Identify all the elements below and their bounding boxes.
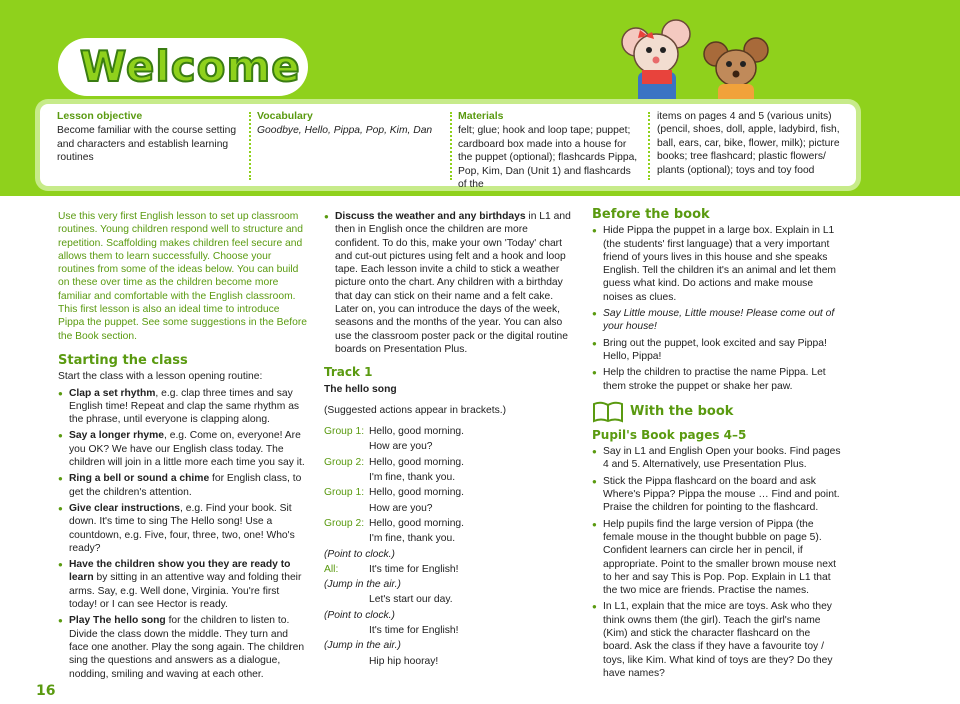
- materials-cont-text: items on pages 4 and 5 (various units) (pencil, shoes, doll, apple, ladybird, fish, ball, ears, car, bike, flower, milk); picture books; tree flashcard; plastic flowers/ plants (optional); toys and toy food: [657, 111, 840, 176]
- vocabulary: [257, 110, 437, 138]
- page-title: Welcome: [80, 42, 301, 91]
- intro-text: Use this very first English lesson to set up classroom routines. Young children respond well to structure and repetition. Scaffolding makes children feel secure and allows them to learn successfully. Choose your routines from some of the ideas below. You can build on these over time as the children become more familiar and comfortable with the English classroom. This first lesson is also an ideal time to introduce Pippa the puppet. See some suggestions in the Before the Book section.: [58, 211, 308, 342]
- list-item: ● Ring a bell or sound a chime for English class, to get the children's attention.: [58, 472, 308, 499]
- with-book-header: [592, 401, 842, 423]
- mice-illustration: [618, 14, 780, 114]
- objective-text: Become familiar with the course setting and characters and establish learning routines: [57, 125, 237, 164]
- starting-intro: Start the class with a lesson opening routine:: [58, 371, 263, 383]
- song-title: The hello song: [324, 383, 397, 395]
- song-line: All: It's time for English!: [324, 563, 459, 575]
- song-note: (Suggested actions appear in brackets.): [324, 404, 507, 416]
- song-line: How are you?: [369, 441, 433, 453]
- list-item: ● Hide Pippa the puppet in a large box. Explain in L1 (the students' first language) that a very important friend of yours lives in this house and she speaks English. Tell the children it's an animal and let them guess what kind. Do actions and make mouse noises as clues.: [592, 224, 842, 304]
- pop-mouse-icon: [704, 38, 768, 114]
- pupils-book-heading: Pupil's Book pages 4–5: [592, 427, 747, 442]
- song-direction: (Point to clock.): [324, 548, 395, 560]
- song-direction: (Jump in the air.): [324, 579, 401, 591]
- song-direction: (Jump in the air.): [324, 640, 401, 652]
- song-direction: (Point to clock.): [324, 609, 395, 621]
- pippa-mouse-icon: [622, 20, 690, 114]
- list-item: ● In L1, explain that the mice are toys. Ask who they think owns them (the girl). Teach the girl's name (Kim) and stick the character flashcard on the board. Ask the class if they have a favourite toy / toys, like Kim. What kind of toys are they? Do they have names?: [592, 600, 842, 680]
- divider: [450, 112, 452, 180]
- song-line: How are you?: [369, 502, 433, 514]
- song-line: Hip hip hooray!: [369, 655, 439, 667]
- list-item: ● Have the children show you they are ready to learn by sitting in an attentive way and folding their arms. Say, e.g. Well done, Virginia. You're first today! or I can see Hector is ready.: [58, 558, 308, 611]
- song-line: Group 1: Hello, good morning.: [324, 487, 465, 499]
- list-item: ● Say a longer rhyme, e.g. Come on, everyone! Are you OK? We have our English class today. The children will join in a little more each time you say it.: [58, 429, 308, 469]
- open-book-icon: [592, 401, 624, 423]
- materials-text: felt; glue; hook and loop tape; puppet; cardboard box made into a house for the puppet (optional); flashcards Pippa, Pop, Kim, Dan (Unit 1) and flashcards of the: [458, 125, 638, 191]
- right-column: [592, 208, 842, 683]
- song-line: Group 1: Hello, good morning.: [324, 426, 465, 438]
- song-line: I'm fine, thank you.: [369, 533, 456, 545]
- with-book-heading: With the book: [630, 404, 734, 420]
- materials-continued: [657, 110, 847, 177]
- list-item: ● Play The hello song for the children to listen to. Divide the class down the middle. They turn and face one another. Play the song again. The children sing the questions and answers as a dialogue, nodding, smiling and waving at each other.: [58, 614, 308, 680]
- vocabulary-text: Goodbye, Hello, Pippa, Pop, Kim, Dan: [257, 125, 433, 137]
- starting-class-heading: Starting the class: [58, 352, 188, 368]
- materials: [458, 110, 638, 191]
- list-item: ● Stick the Pippa flashcard on the board and ask Where's Pippa? Pippa the mouse … Find and point. Praise the children for pointing to the flashcard.: [592, 475, 842, 515]
- list-item: ● Say in L1 and English Open your books. Find pages 4 and 5. Alternatively, use Presentation Plus.: [592, 445, 842, 472]
- track-heading: Track 1: [324, 365, 373, 380]
- page-number: 16: [36, 683, 56, 699]
- divider: [249, 112, 251, 180]
- list-item: ● Help pupils find the large version of Pippa (the female mouse in the thought bubble on page 5). Confident learners can circle her in pencil, if appropriate. Point to the smaller brown mouse next to her and say This is Pop. Pop. Explain in L1 that the two mice are friends. Practise the names.: [592, 518, 842, 598]
- song-line: Group 2: Hello, good morning.: [324, 517, 465, 529]
- list-item: ● Help the children to practise the name Pippa. Let them stroke the puppet or shake her paw.: [592, 366, 842, 393]
- objective-heading: Lesson objective: [57, 110, 143, 122]
- lesson-info-panel: [40, 104, 856, 191]
- list-item: ● Clap a set rhythm, e.g. clap three times and say English time! Repeat and clap the same rhythm as the phrase, until everyone is clapping along.: [58, 387, 308, 427]
- divider: [648, 112, 650, 180]
- song-line: Let's start our day.: [369, 594, 453, 606]
- song-line: It's time for English!: [369, 625, 459, 637]
- before-book-heading: Before the book: [592, 207, 710, 222]
- left-column: [58, 210, 308, 684]
- middle-column: [324, 210, 574, 670]
- list-item: ● Give clear instructions, e.g. Find your book. Sit down. It's time to sing The Hello song! Use a countdown, e.g. Five, four, three, two, one! Who's ready?: [58, 502, 308, 555]
- materials-heading: Materials: [458, 110, 504, 122]
- list-item: ● Say Little mouse, Little mouse! Please come out of your house!: [592, 307, 842, 334]
- list-item: ● Discuss the weather and any birthdays in L1 and then in English once the children are more confident. To do this, make your own 'Today' chart and cut-out pictures using felt and a hook and loop tape. Each lesson invite a child to stick a weather picture onto the chart. Any children with a birthday that day can stick on their name and a felt cake. Later on, you can introduce the days of the week, seasons and the months of the year. You can also use the classroom poster pack or the digital routine boards on Presentation Plus.: [324, 210, 574, 356]
- song-line: I'm fine, thank you.: [369, 472, 456, 484]
- lesson-objective: [57, 110, 242, 165]
- list-item: ● Bring out the puppet, look excited and say Pippa! Hello, Pippa!: [592, 337, 842, 364]
- vocabulary-heading: Vocabulary: [257, 110, 313, 122]
- song-line: Group 2: Hello, good morning.: [324, 456, 465, 468]
